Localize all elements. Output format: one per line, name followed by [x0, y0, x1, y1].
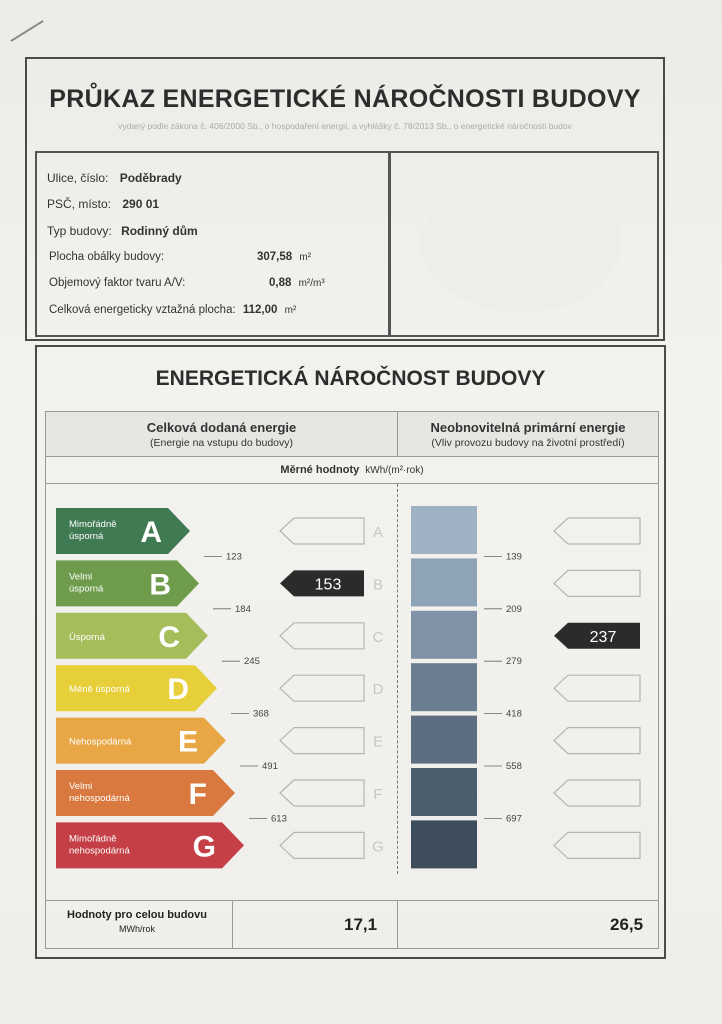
- document-title: PRŮKAZ ENERGETICKÉ NÁROČNOSTI BUDOVY: [49, 85, 641, 113]
- right-class-block-d: [411, 663, 477, 711]
- class-g-label: nehospodárná: [69, 845, 130, 857]
- left-empty-marker: [280, 780, 364, 806]
- right-class-block-e: [411, 716, 477, 764]
- left-threshold-value: 613: [271, 813, 287, 825]
- certificate-header-box: [25, 57, 665, 341]
- left-class-letter-a: A: [372, 524, 384, 541]
- left-header-sub: (Energie na vstupu do budovy): [149, 437, 293, 449]
- left-threshold-value: 184: [235, 603, 251, 615]
- right-threshold-value: 139: [506, 551, 522, 563]
- class-e-label: Nehospodárná: [69, 736, 132, 748]
- class-b-label: Velmi: [69, 571, 93, 583]
- zip-value: 290 01: [122, 197, 160, 211]
- class-g-letter: G: [192, 830, 216, 864]
- floor-value: 112,00: [242, 304, 278, 316]
- right-empty-marker: [554, 832, 640, 858]
- left-empty-marker: [280, 728, 364, 754]
- floor-unit: m²: [284, 305, 297, 316]
- left-threshold-value: 245: [244, 656, 260, 668]
- right-empty-marker: [554, 675, 640, 701]
- energy-grid: [45, 411, 659, 949]
- street-label: Ulice, číslo:: [47, 171, 109, 185]
- left-threshold-value: 123: [226, 551, 242, 563]
- area-value: 307,58: [257, 251, 293, 263]
- right-class-block-b: [411, 558, 477, 606]
- left-class-letter-b: B: [372, 576, 384, 594]
- class-f-letter: F: [188, 778, 207, 811]
- type-label: Typ budovy:: [47, 224, 112, 238]
- left-empty-marker: [280, 675, 364, 701]
- class-b-label: úsporná: [69, 583, 104, 595]
- left-class-letter-c: C: [372, 628, 384, 646]
- right-threshold-value: 209: [506, 603, 522, 615]
- units-row: [46, 457, 658, 484]
- street-row: [47, 171, 182, 185]
- left-empty-marker: [280, 623, 364, 649]
- total-right-value: 26,5: [610, 915, 644, 934]
- building-photo-box: [389, 151, 659, 337]
- type-row: [47, 224, 198, 238]
- totals-separator-2: [397, 901, 398, 948]
- left-class-letter-d: D: [372, 681, 384, 699]
- right-empty-marker: [554, 728, 640, 754]
- right-class-block-a: [411, 506, 477, 554]
- energy-scale-chart: [46, 484, 658, 900]
- right-threshold-value: 558: [506, 761, 522, 772]
- right-threshold-value: 418: [506, 708, 522, 720]
- class-f-label: Velmi: [69, 781, 93, 792]
- right-empty-marker: [554, 518, 640, 544]
- zip-label: PSČ, místo:: [47, 197, 112, 211]
- document-subtitle: vydaný podle zákona č. 406/2000 Sb., o hospodaření energií, a vyhlášky č. 78/2013 Sb., o energetické náročnosti budov: [118, 121, 572, 131]
- totals-unit: MWh/rok: [119, 924, 155, 934]
- factor-unit: m²/m³: [298, 278, 325, 289]
- class-b-letter: B: [149, 568, 171, 602]
- right-threshold-value: 279: [506, 656, 522, 668]
- area-unit: m²: [299, 252, 312, 263]
- type-value: Rodinný dům: [121, 224, 198, 238]
- class-f-label: nehospodárná: [69, 793, 130, 804]
- right-empty-marker: [554, 780, 640, 806]
- totals-separator-1: [232, 901, 233, 948]
- building-info-box: [35, 151, 390, 337]
- units-value: kWh/(m²·rok): [365, 465, 424, 476]
- right-threshold-value: 697: [506, 813, 522, 825]
- class-c-letter: C: [158, 620, 180, 654]
- floor-row: [49, 304, 296, 316]
- class-a-letter: A: [140, 516, 162, 549]
- left-header-title: Celková dodaná energie: [146, 420, 297, 435]
- left-threshold-value: 491: [262, 761, 278, 772]
- left-class-letter-e: E: [372, 733, 384, 751]
- right-class-block-c: [411, 611, 477, 659]
- class-d-letter: D: [167, 673, 189, 707]
- energy-rating-box: [35, 345, 666, 959]
- zip-row: [47, 197, 159, 211]
- staple: [10, 20, 43, 42]
- area-value-row: [257, 251, 311, 263]
- totals-label: Hodnoty pro celou budovu: [67, 909, 207, 921]
- right-value-text: 237: [589, 628, 617, 646]
- factor-value-row: [269, 277, 325, 289]
- left-column-header: [46, 412, 398, 457]
- right-empty-marker: [554, 570, 640, 596]
- right-header-title: Neobnovitelná primární energie: [430, 420, 626, 435]
- total-left-value: 17,1: [344, 915, 378, 934]
- left-class-letter-g: G: [372, 838, 384, 856]
- right-header-sub: (Vliv provozu budovy na životní prostředí): [431, 437, 625, 449]
- photo-placeholder: [421, 173, 621, 313]
- left-class-letter-f: F: [373, 786, 383, 803]
- totals-row: [46, 900, 658, 948]
- class-a-label: Mimořádně: [69, 519, 117, 530]
- units-label: Měrné hodnoty: [280, 464, 360, 476]
- factor-label: Objemový faktor tvaru A/V:: [49, 277, 186, 289]
- right-class-block-g: [411, 820, 477, 868]
- energy-title: ENERGETICKÁ NÁROČNOST BUDOVY: [155, 367, 546, 390]
- right-class-block-f: [411, 768, 477, 816]
- factor-value: 0,88: [269, 277, 292, 289]
- area-label: Plocha obálky budovy:: [49, 251, 165, 263]
- class-d-label: Méně úsporná: [69, 684, 130, 696]
- left-threshold-value: 368: [253, 708, 269, 720]
- floor-label: Celková energeticky vztažná plocha:: [49, 304, 236, 316]
- class-g-label: Mimořádně: [69, 833, 117, 845]
- class-a-label: úsporná: [69, 531, 104, 542]
- class-c-label: Úsporná: [69, 631, 105, 643]
- left-value-text: 153: [314, 576, 342, 594]
- class-e-letter: E: [177, 725, 198, 759]
- totals-label-cell: [52, 909, 222, 934]
- right-column-header: [398, 412, 658, 457]
- street-value: Poděbrady: [119, 171, 182, 185]
- left-empty-marker: [280, 832, 364, 858]
- left-empty-marker: [280, 518, 364, 544]
